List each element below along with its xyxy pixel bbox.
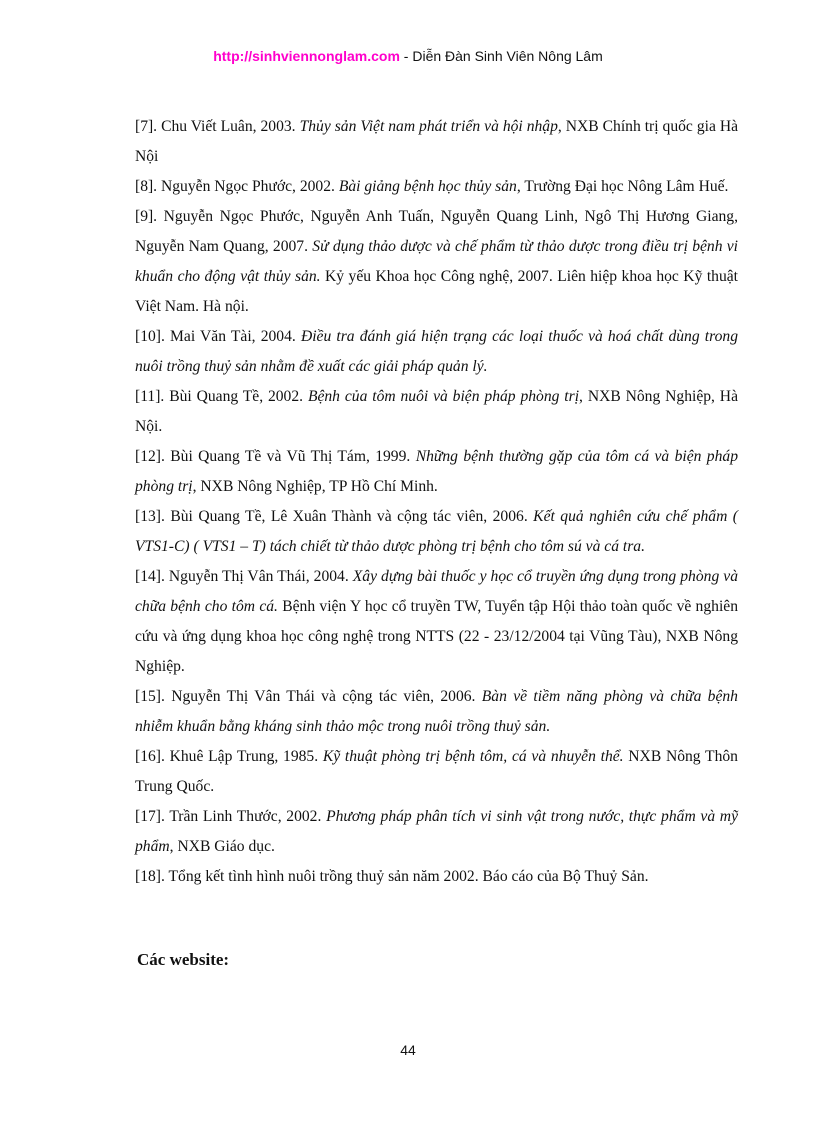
reference-publisher: , NXB Nông Nghiệp, Hà Nội. xyxy=(135,388,738,435)
reference-title: Thủy sản Việt nam phát triển và hội nhập xyxy=(299,118,558,135)
reference-number: [15]. xyxy=(135,688,165,705)
reference-number: [17]. xyxy=(135,808,165,825)
reference-number: [14]. xyxy=(135,568,165,585)
reference-number: [11]. xyxy=(135,388,165,405)
reference-publisher: NXB Nông Thôn Trung Quốc. xyxy=(135,748,738,795)
reference-publisher: Bệnh viện Y học cổ truyền TW, Tuyển tập Hội thảo toàn quốc về nghiên cứu và ứng dụng khoa học công nghệ trong NTTS (22 - 23/12/2004 tại Vũng Tàu), NXB Nông Nghiệp. xyxy=(135,598,738,675)
reference-number: [10]. xyxy=(135,328,165,345)
reference-title: Xây dựng bài thuốc y học cổ truyền ứng dụng trong phòng và chữa bệnh cho tôm cá. xyxy=(135,568,738,615)
reference-title: Bài giảng bệnh học thủy sản xyxy=(338,178,517,195)
reference-authors: Bùi Quang Tề và Vũ Thị Tám, 1999. xyxy=(170,448,411,465)
reference-authors: Nguyễn Ngọc Phước, Nguyễn Anh Tuấn, Nguyễn Quang Linh, Ngô Thị Hương Giang, Nguyễn Nam Quang, 2007. xyxy=(135,208,738,255)
reference-title: Sử dụng thảo dược và chế phẩm từ thảo dược trong điều trị bệnh vi khuẩn cho động vật thủy sản. xyxy=(135,238,739,285)
reference-title: Phương pháp phân tích vi sinh vật trong nước, thực phẩm và mỹ phẩm xyxy=(135,808,738,855)
reference-item xyxy=(135,562,738,682)
reference-item xyxy=(135,502,738,562)
reference-authors: Nguyễn Thị Vân Thái, 2004. xyxy=(168,568,349,585)
reference-number: [16]. xyxy=(135,748,165,765)
reference-number: [8]. xyxy=(135,178,158,195)
reference-number: [9]. xyxy=(135,208,158,225)
reference-item xyxy=(135,382,738,442)
reference-list xyxy=(135,112,738,892)
reference-title: Những bệnh thường gặp của tôm cá và biện pháp phòng trị xyxy=(135,448,738,495)
header-separator: - xyxy=(399,48,413,64)
reference-item xyxy=(135,322,738,382)
header-url-link[interactable]: http://sinhviennonglam.com xyxy=(213,48,400,64)
header-site-name: Diễn Đàn Sinh Viên Nông Lâm xyxy=(412,48,603,64)
reference-item xyxy=(135,442,738,502)
reference-number: [13]. xyxy=(135,508,165,525)
reference-publisher: Kỷ yếu Khoa học Công nghệ, 2007. Liên hiệp khoa học Kỹ thuật Việt Nam. Hà nội. xyxy=(135,268,738,315)
reference-authors: Mai Văn Tài, 2004. xyxy=(170,328,296,345)
page-header xyxy=(0,48,816,64)
reference-item xyxy=(135,172,738,202)
reference-item xyxy=(135,112,738,172)
reference-number: [12]. xyxy=(135,448,165,465)
reference-authors: Chu Viết Luân, 2003. xyxy=(161,118,296,135)
reference-publisher: , NXB Nông Nghiệp, TP Hồ Chí Minh. xyxy=(192,478,438,495)
reference-authors: Khuê Lập Trung, 1985. xyxy=(169,748,319,765)
page-number: 44 xyxy=(400,1042,416,1058)
reference-authors: Tổng kết tình hình nuôi trồng thuỷ sản năm 2002. Báo cáo của Bộ Thuỷ Sản. xyxy=(168,868,649,885)
reference-item xyxy=(135,202,738,322)
reference-title: Kết quả nghiên cứu chế phẩm ( VTS1-C) ( VTS1 – T) tách chiết từ thảo dược phòng trị bệnh cho tôm sú và cá tra. xyxy=(135,508,739,555)
reference-title: Kỹ thuật phòng trị bệnh tôm, cá và nhuyễn thể. xyxy=(322,748,624,765)
reference-authors: Trần Linh Thước, 2002. xyxy=(169,808,322,825)
reference-number: [7]. xyxy=(135,118,158,135)
reference-item xyxy=(135,862,738,892)
reference-authors: Bùi Quang Tề, 2002. xyxy=(169,388,304,405)
reference-item xyxy=(135,742,738,802)
reference-authors: Bùi Quang Tề, Lê Xuân Thành và cộng tác viên, 2006. xyxy=(170,508,528,525)
reference-publisher: , NXB Chính trị quốc gia Hà Nội xyxy=(135,118,739,165)
websites-heading: Các website: xyxy=(137,950,230,969)
reference-item xyxy=(135,802,738,862)
reference-publisher: , Trường Đại học Nông Lâm Huế. xyxy=(516,178,729,195)
reference-authors: Nguyễn Thị Vân Thái và cộng tác viên, 2006. xyxy=(171,688,476,705)
reference-publisher: , NXB Giáo dục. xyxy=(169,838,275,855)
reference-item xyxy=(135,682,738,742)
reference-title: Bệnh của tôm nuôi và biện pháp phòng trị xyxy=(307,388,580,405)
reference-number: [18]. xyxy=(135,868,165,885)
reference-title: Điều tra đánh giá hiện trạng các loại thuốc và hoá chất dùng trong nuôi trồng thuỷ sản nhằm đề xuất các giải pháp quản lý. xyxy=(135,328,739,375)
reference-title: Bàn về tiềm năng phòng và chữa bệnh nhiễm khuẩn bằng kháng sinh thảo mộc trong nuôi trồng thuỷ sản. xyxy=(135,688,738,735)
reference-authors: Nguyễn Ngọc Phước, 2002. xyxy=(161,178,335,195)
